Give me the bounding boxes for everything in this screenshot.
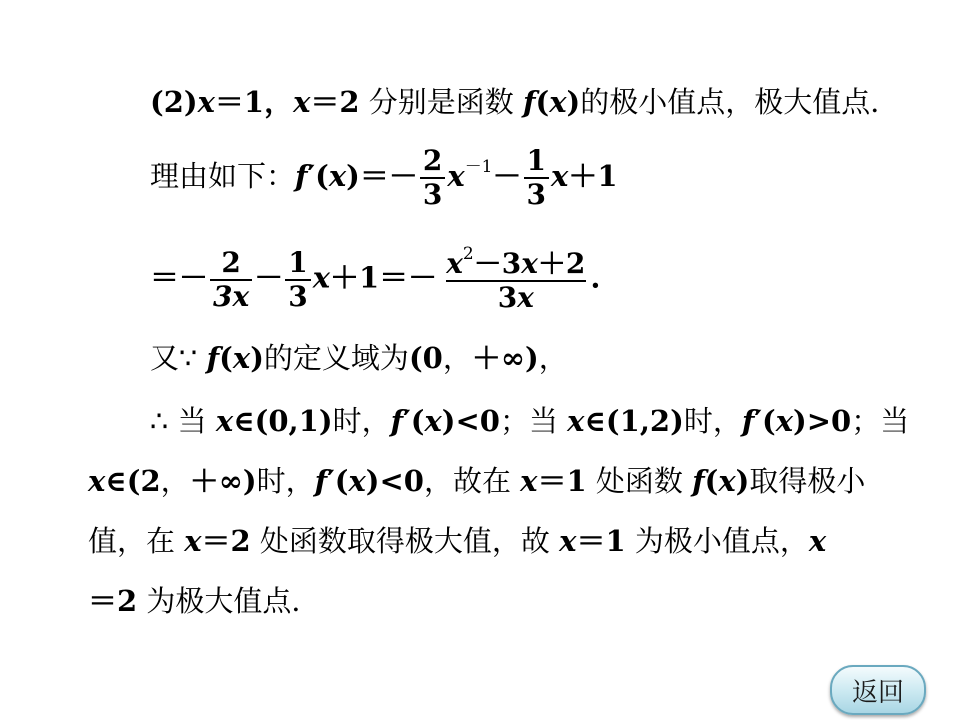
text: ∈(2: [105, 464, 161, 498]
var-x: x: [328, 159, 347, 194]
text: 时，: [256, 464, 315, 498]
var-x: x: [517, 281, 534, 315]
text: ∈(1,2): [584, 404, 684, 438]
numerator: [443, 245, 588, 280]
text: ＝2: [310, 85, 360, 119]
back-button[interactable]: [830, 665, 926, 715]
text: )<0: [441, 404, 500, 438]
text: 处函数取得极大值，故: [250, 524, 560, 558]
line-1: [150, 85, 900, 119]
text: ′(: [403, 404, 425, 438]
text: 时，: [332, 404, 391, 438]
text: (: [219, 341, 233, 375]
text: ，: [538, 341, 568, 375]
var-x: x: [551, 159, 569, 194]
text: ＋∞): [471, 341, 539, 375]
text: 理由如下：: [150, 159, 296, 194]
numerator: 1: [288, 245, 308, 279]
denominator: [495, 282, 537, 314]
fraction: [285, 247, 310, 313]
text: )<0: [365, 464, 424, 498]
numerator: 2: [221, 245, 241, 279]
text: ＝－: [150, 260, 209, 295]
var-x: x: [184, 524, 202, 558]
text: ，故在: [423, 464, 521, 498]
func-f: f: [295, 159, 308, 194]
text: ′(: [327, 464, 349, 498]
text: 的定义域为: [263, 341, 409, 375]
text: ＝2: [88, 584, 138, 618]
func-f: f: [206, 341, 220, 375]
text: 的极小值点，极大值点．: [580, 85, 900, 119]
line-7: [88, 524, 827, 558]
line-3: [150, 245, 601, 314]
line-8: [88, 584, 321, 618]
text: －3: [473, 247, 522, 280]
line-4: [150, 341, 568, 375]
var-x: x: [549, 85, 567, 119]
numerator: 2: [422, 144, 443, 177]
text: －: [254, 260, 284, 295]
text: ′(: [307, 159, 329, 194]
text: (2): [150, 85, 198, 119]
var-x: x: [567, 404, 585, 438]
var-x: x: [293, 85, 311, 119]
var-x: x: [197, 85, 215, 119]
text: －: [492, 159, 522, 194]
text: 分别是函数: [359, 85, 524, 119]
var-x: x: [718, 464, 736, 498]
func-f: f: [692, 464, 705, 498]
text: ∈(0,1): [233, 404, 333, 438]
text: ): [735, 464, 750, 498]
var-x: x: [215, 404, 234, 438]
text: ): [566, 85, 581, 119]
fraction: [524, 145, 549, 211]
text: ′(: [754, 404, 776, 438]
text: ): [250, 341, 264, 375]
fraction: [443, 245, 588, 314]
exponent: －1: [464, 157, 493, 178]
text: ；当: [499, 404, 568, 438]
var-x: x: [808, 524, 827, 558]
var-x: x: [312, 260, 330, 295]
text: ；当: [851, 404, 910, 438]
text: 时，: [683, 404, 742, 438]
var-x: x: [348, 464, 366, 498]
var-x: x: [521, 247, 538, 280]
func-f: f: [390, 404, 404, 438]
text: )＝－: [346, 159, 418, 194]
text: 值，在: [88, 524, 185, 558]
text: (: [535, 85, 550, 119]
var-x: x: [232, 341, 251, 375]
text: 处函数: [586, 464, 693, 498]
var-x: x: [446, 247, 463, 280]
var-x: x: [424, 404, 442, 438]
numerator: 1: [526, 144, 547, 177]
exponent: 2: [462, 244, 474, 264]
func-f: f: [314, 464, 328, 498]
text: ＝2: [201, 524, 251, 558]
denominator: 3: [422, 178, 443, 212]
line-6: [88, 464, 866, 498]
text: ＝1: [576, 524, 626, 558]
text: 又∵: [150, 341, 207, 375]
text: 3: [497, 281, 518, 315]
text: 取得极小: [749, 464, 866, 498]
text: ＝1: [537, 464, 587, 498]
var-x: x: [559, 524, 577, 558]
text: ＋2: [537, 247, 586, 280]
var-x: x: [88, 464, 106, 498]
text: 为极小值点，: [625, 524, 809, 558]
text: ，: [442, 341, 472, 375]
var-x: x: [775, 404, 793, 438]
func-f: f: [741, 404, 755, 438]
text: (: [704, 464, 719, 498]
line-2: [150, 145, 618, 211]
text: ＝1，: [214, 85, 294, 119]
text: ，: [160, 464, 190, 498]
text: (0: [408, 341, 443, 375]
back-button-label: 返回: [851, 677, 904, 708]
denominator: 3: [288, 279, 308, 313]
line-5: [150, 404, 910, 438]
text: )>0: [793, 404, 852, 438]
func-f: f: [523, 85, 536, 119]
fraction: [420, 145, 445, 211]
fraction: [210, 247, 252, 313]
text: ∴ 当: [150, 404, 216, 438]
text: .: [590, 260, 601, 295]
text: ＋1＝－: [330, 260, 438, 295]
text: ＋∞): [189, 464, 257, 498]
text: ＋1: [568, 159, 618, 194]
var-x: x: [520, 464, 538, 498]
denominator: 3x: [213, 279, 250, 313]
text: 为极大值点．: [137, 584, 321, 618]
denominator: 3: [526, 178, 547, 212]
var-x: x: [447, 159, 465, 194]
